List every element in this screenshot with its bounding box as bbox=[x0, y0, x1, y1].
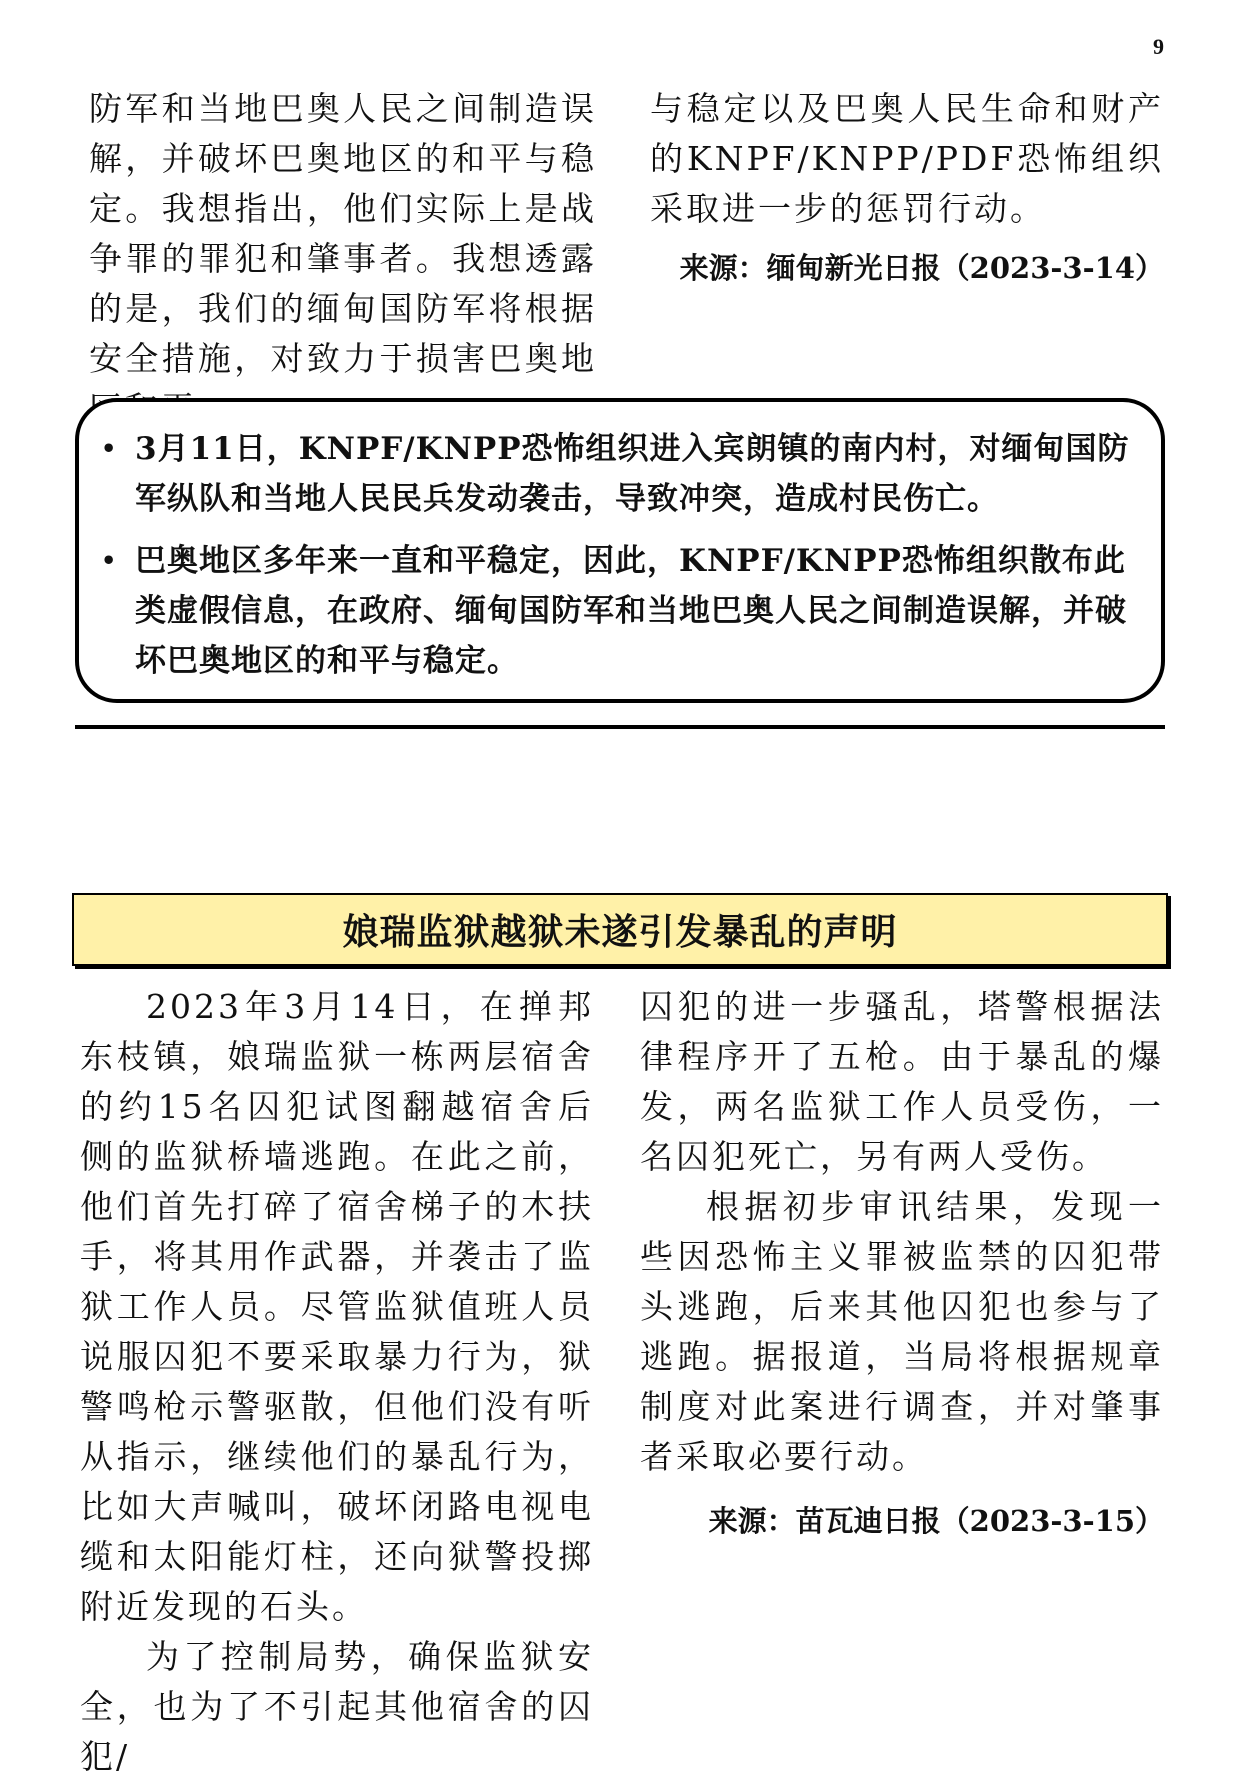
bullet-dot-icon: • bbox=[101, 546, 118, 575]
summary-bullet-item bbox=[101, 424, 1131, 524]
summary-bullet-text: 巴奥地区多年来一直和平稳定，因此，KNPF/KNPP恐怖组织散布此类虚假信息，在政府、缅甸国防军和当地巴奥人民之间制造误解，并破坏巴奥地区的和平与稳定。 bbox=[135, 543, 1127, 679]
article-paragraph: 2023年3月14日，在掸邦东枝镇，娘瑞监狱一栋两层宿舍的约15名囚犯试图翻越宿舍后侧的监狱桥墙逃跑。在此之前，他们首先打碎了宿舍梯子的木扶手，将其用作武器，并袭击了监狱工作人员。尽管监狱值班人员说服囚犯不要采取暴力行为，狱警鸣枪示警驱散，但他们没有听从指示，继续他们的暴乱行为，比如大声喊叫，破坏闭路电视电缆和太阳能灯柱，还向狱警投掷附近发现的石头。 bbox=[80, 987, 594, 1626]
section-divider bbox=[75, 725, 1165, 729]
summary-note-box bbox=[75, 398, 1165, 703]
article-paragraph: 囚犯的进一步骚乱，塔警根据法律程序开了五枪。由于暴乱的爆发，两名监狱工作人员受伤，一名囚犯死亡，另有两人受伤。 bbox=[640, 987, 1164, 1176]
top-right-paragraph: 与稳定以及巴奥人民生命和财产的KNPF/KNPP/PDF恐怖组织采取进一步的惩罚行动。 bbox=[650, 89, 1164, 228]
summary-bullet-text: 3月11日，KNPF/KNPP恐怖组织进入宾朗镇的南内村，对缅甸国防军纵队和当地人民民兵发动袭击，导致冲突，造成村民伤亡。 bbox=[135, 431, 1130, 517]
article-headline-box bbox=[72, 893, 1168, 966]
article-right-column bbox=[640, 982, 1164, 1482]
article-headline: 娘瑞监狱越狱未遂引发暴乱的声明 bbox=[342, 912, 898, 953]
article-left-column bbox=[80, 982, 594, 1782]
summary-bullet-list bbox=[79, 402, 1161, 686]
bullet-dot-icon: • bbox=[101, 434, 118, 463]
top-left-paragraph: 防军和当地巴奥人民之间制造误解，并破坏巴奥地区的和平与稳定。我想指出，他们实际上是战争罪的罪犯和肇事者。我想透露的是，我们的缅甸国防军将根据安全措施，对致力于损害巴奥地 bbox=[89, 89, 597, 378]
article-source-citation: 来源：苗瓦迪日报（2023-3-15） bbox=[708, 1504, 1164, 1538]
summary-bullet-item bbox=[101, 536, 1131, 686]
article-paragraph: 为了控制局势，确保监狱安全，也为了不引起其他宿舍的囚犯/ bbox=[80, 1637, 594, 1776]
article-paragraph: 根据初步审讯结果，发现一些因恐怖主义罪被监禁的囚犯带头逃跑，后来其他囚犯也参与了逃跑。据报道，当局将根据规章制度对此案进行调查，并对肇事者采取必要行动。 bbox=[640, 1187, 1164, 1476]
top-right-column bbox=[650, 84, 1164, 234]
top-source-citation: 来源：缅甸新光日报（2023-3-14） bbox=[679, 251, 1164, 285]
page-number: 9 bbox=[1153, 34, 1164, 59]
top-left-column bbox=[89, 84, 597, 434]
